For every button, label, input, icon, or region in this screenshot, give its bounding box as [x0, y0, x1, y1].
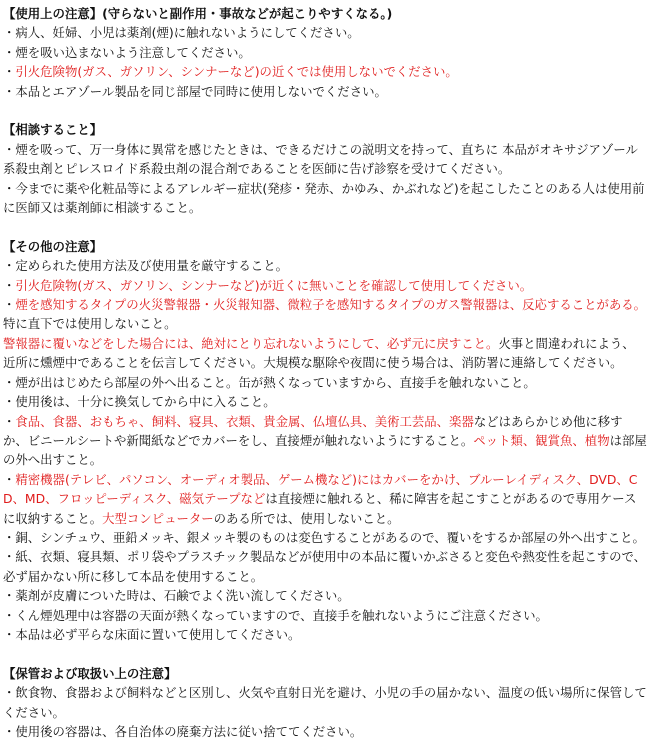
item-text: のある所では、使用しないこと。: [213, 510, 400, 526]
warning-text: 警報器に覆いなどをした場合には、絶対にとり忘れないようにして、必ず元に戻すこと。: [3, 335, 499, 351]
list-item: [3, 606, 647, 625]
item-text: ・: [3, 64, 16, 80]
item-text: などはあらかじめ他に移すか、ビニールシートや新聞紙などでカバーをし、直接煙が触れないようにすること。: [3, 413, 623, 448]
item-text: ・: [3, 413, 16, 429]
item-text: ・くん煙処理中は容器の天面が熱くなっていますので、直接手を触れないようにご注意ください。: [3, 607, 548, 623]
item-text: ・銅、シンチュウ、亜鉛メッキ、銀メッキ製のものは変色することがあるので、覆いをするか部屋の外へ出すこと。: [3, 529, 645, 545]
list-item: [3, 43, 647, 62]
item-text: ・: [3, 277, 16, 293]
list-item: [3, 179, 647, 218]
item-text: ・今までに薬や化粧品等によるアレルギー症状(発疹・発赤、かゆみ、かぶれなど)を起こしたことのある人は使用前に医師又は薬剤師に相談すること。: [3, 180, 645, 216]
section-storage-handling: [3, 664, 647, 741]
section-consultation: [3, 120, 647, 217]
warning-text: 食品、食器、おもちゃ、飼料、寝具、衣類、貴金属、仏壇仏具、美術工芸品、楽器: [15, 413, 474, 429]
item-text: は部屋の外へ出すこと。: [3, 432, 647, 468]
warning-text: ペット類、観賞魚、植物: [473, 432, 610, 448]
section-heading: 【その他の注意】: [3, 238, 103, 254]
item-text: ・使用後は、十分に換気してから中に入ること。: [3, 394, 276, 410]
item-text: ・煙が出はじめたら部屋の外へ出ること。缶が熱くなっていますから、直接手を触れないこと。: [3, 374, 536, 390]
item-text: ・病人、妊婦、小児は薬剤(煙)に触れないようにしてください。: [3, 25, 360, 41]
item-text: ・薬剤が皮膚についた時は、石鹸でよく洗い流してください。: [3, 588, 350, 604]
list-item: [3, 276, 647, 295]
list-item: [3, 23, 647, 42]
item-text: ・定められた使用方法及び使用量を厳守すること。: [3, 258, 288, 274]
list-item: [3, 470, 647, 528]
list-item: [3, 392, 647, 411]
section-other-precautions: [3, 237, 647, 645]
warning-text: 精密機器(テレビ、パソコン、オーディオ製品、ゲーム機など)にはカバーをかけ、ブルーレイディスク、DVD、CD、MD、フロッピーディスク、磁気テープなど: [3, 471, 638, 507]
list-item: [3, 683, 647, 722]
warning-text: 引火危険物(ガス、ガソリン、シンナーなど)の近くでは使用しないでください。: [15, 64, 458, 80]
item-text: ・煙を吸って、万一身体に異常を感じたときは、できるだけこの説明文を持って、直ちに 本品がオキサジアゾール系殺虫剤とピレスロイド系殺虫剤の混合剤であることを医師に告げ診察を受けてください。: [3, 141, 638, 177]
section-heading: 【保管および取扱い上の注意】: [3, 665, 177, 681]
list-item: [3, 547, 647, 586]
list-item: [3, 334, 647, 373]
list-item: [3, 586, 647, 605]
item-text: 火事と間違われによう、近所に燻煙中であることを伝言してください。大規模な駆除や夜間に使う場合は、消防署に連絡してください。: [3, 335, 635, 371]
list-item: [3, 82, 647, 101]
warning-text: 大型コンピューター: [102, 510, 214, 526]
item-text: ・煙を吸い込まないよう注意してください。: [3, 44, 251, 60]
list-item: [3, 722, 647, 741]
item-text: ・本品とエアゾール製品を同じ部屋で同時に使用しないでください。: [3, 83, 387, 99]
list-item: [3, 62, 647, 81]
list-item: [3, 412, 647, 470]
section-heading: 【相談すること】: [3, 122, 103, 138]
list-item: [3, 140, 647, 179]
list-item: [3, 256, 647, 275]
list-item: [3, 528, 647, 547]
warning-text: 引火危険物(ガス、ガソリン、シンナーなど)が近くに無いことを確認して使用してください。: [15, 277, 533, 293]
item-text: は直接煙に触れると、稀に障害を起こすことがあるので専用ケースに収納すること。: [3, 491, 637, 526]
warning-text: 煙を感知するタイプの火災警報器・火災報知器、微粒子を感知するタイプのガス警報器は、反応することがある。: [15, 297, 647, 313]
item-text: ・飲食物、食器および飼料などと区別し、火気や直射日光を避け、小児の手の届かない、温度の低い場所に保管してください。: [3, 685, 647, 720]
list-item: [3, 625, 647, 644]
list-item: [3, 373, 647, 392]
item-text: ・使用後の容器は、各自治体の廃棄方法に従い捨ててください。: [3, 723, 363, 739]
item-text: ・: [3, 471, 16, 487]
item-text: ・紙、衣類、寝具類、ポリ袋やプラスチック製品などが使用中の本品に覆いかぶさると変色や熱変性を起こすので、必ず届かない所に移して本品を使用すること。: [3, 549, 647, 584]
item-text: ・: [3, 297, 16, 313]
list-item: [3, 295, 647, 334]
item-text: ・本品は必ず平らな床面に置いて使用してください。: [3, 626, 301, 642]
section-usage-precautions: [3, 4, 647, 101]
item-text: 特に直下では使用しないこと。: [3, 316, 177, 332]
section-heading: 【使用上の注意】(守らないと副作用・事故などが起こりやすくなる。): [3, 6, 393, 21]
